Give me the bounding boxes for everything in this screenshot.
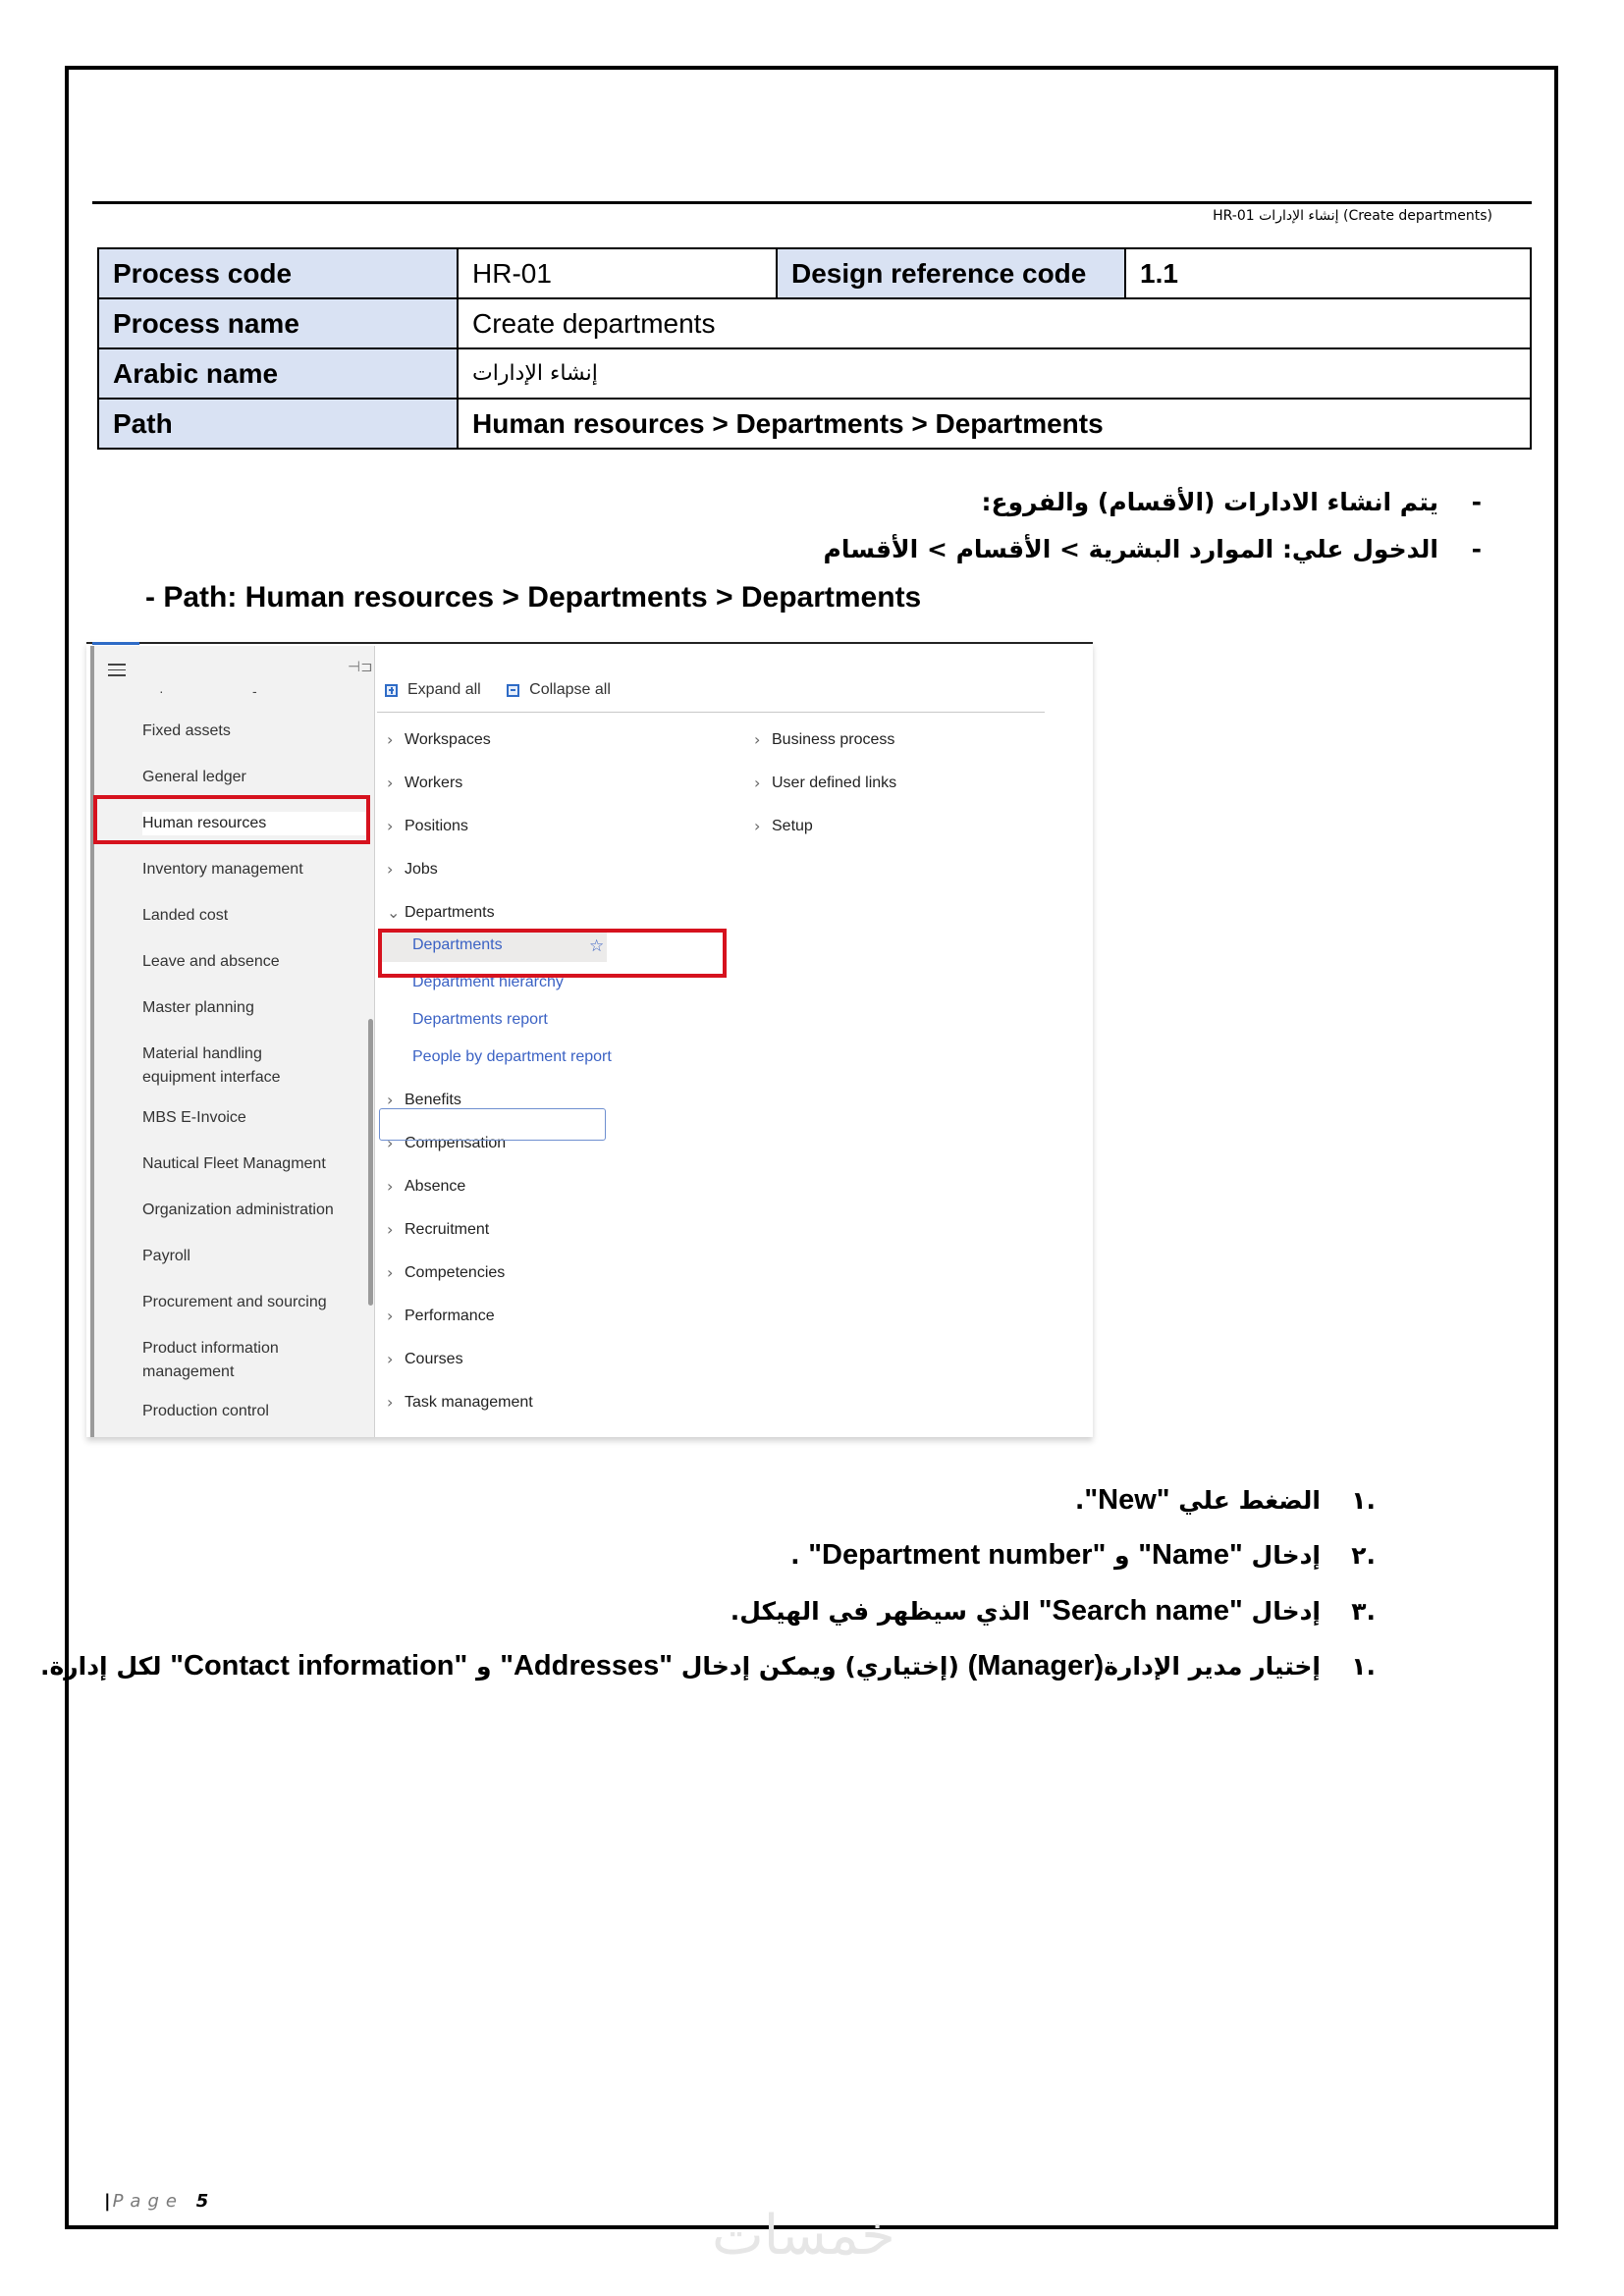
sidebar-item-material-handling[interactable]: Material handling equipment interface — [142, 1045, 281, 1086]
table-row — [98, 248, 1531, 298]
step-text: إدخال — [1242, 1597, 1321, 1626]
nav-courses[interactable] — [387, 1350, 463, 1368]
chevron-right-icon: › — [387, 1091, 394, 1109]
table-row — [98, 348, 1531, 399]
page-label: Page — [112, 2191, 184, 2212]
nav-setup[interactable] — [754, 817, 813, 835]
bullet-text: الدخول علي: الموارد البشرية > الأقسام > الأقسام — [823, 535, 1438, 563]
nav-label: Performance — [405, 1307, 495, 1324]
watermark: خمسات — [712, 2204, 895, 2268]
page-footer: |Page 5 — [104, 2191, 209, 2212]
nav-business-process[interactable] — [754, 730, 894, 749]
step-term: "Search name" — [1038, 1595, 1243, 1627]
focus-outline — [379, 1108, 606, 1141]
chevron-right-icon: › — [387, 860, 394, 879]
nav-user-defined-links[interactable] — [754, 774, 896, 792]
sidebar-item-payroll[interactable]: Payroll — [142, 1248, 190, 1264]
chevron-right-icon: › — [387, 1177, 394, 1196]
nav-label: Jobs — [405, 860, 438, 878]
step-item — [40, 1650, 1376, 1682]
nav-label: Departments — [405, 903, 495, 921]
step-text: الضغط علي — [1169, 1486, 1321, 1515]
nav-label: Task management — [405, 1393, 533, 1411]
nav-label: Positions — [405, 817, 468, 834]
sidebar-item-master-planning[interactable]: Master planning — [142, 999, 254, 1016]
nav-competencies[interactable] — [387, 1263, 505, 1282]
nav-task-management[interactable] — [387, 1393, 533, 1412]
table-row — [98, 298, 1531, 348]
nav-label: User defined links — [772, 774, 897, 791]
bullet-dash: - — [1471, 488, 1482, 516]
step-text: . — [790, 1541, 809, 1570]
highlight-human-resources — [93, 795, 370, 844]
nav-label: Competencies — [405, 1263, 506, 1281]
app-screenshot — [86, 642, 1093, 1437]
nav-label: Workers — [405, 774, 463, 791]
chevron-right-icon: › — [387, 730, 394, 749]
chevron-right-icon: › — [387, 1134, 394, 1152]
step-term: "Addresses" — [500, 1650, 674, 1682]
accent-bar — [92, 642, 139, 645]
running-header: HR-01 إنشاء الإدارات (Create departments) — [1213, 208, 1492, 224]
collapse-all-label: Collapse all — [529, 681, 611, 698]
hamburger-menu-icon[interactable] — [108, 664, 126, 680]
sidebar-item-leave-and-absence[interactable]: Leave and absence — [142, 953, 280, 970]
sidebar-item-general-ledger[interactable]: General ledger — [142, 769, 246, 785]
nav-absence[interactable] — [387, 1177, 465, 1196]
sidebar-item-landed-cost[interactable]: Landed cost — [142, 907, 229, 924]
chevron-right-icon: › — [754, 730, 761, 749]
chevron-right-icon: › — [387, 1350, 394, 1368]
process-code-value: HR-01 — [458, 248, 777, 298]
toolbar-divider — [377, 712, 1045, 713]
step-number: .١ — [1351, 1486, 1376, 1515]
link-departments[interactable]: Departments — [412, 936, 503, 953]
chevron-right-icon: › — [387, 1393, 394, 1412]
chevron-down-icon: ⌄ — [387, 903, 401, 922]
process-info-table — [97, 247, 1532, 450]
table-row — [98, 399, 1531, 449]
module-menu-panel — [375, 646, 1093, 1437]
sidebar-item-organization-administration[interactable]: Organization administration — [142, 1201, 334, 1218]
step-text: (إختياري) ويمكن إدخال — [673, 1652, 968, 1681]
sidebar-item-nautical-fleet[interactable]: Nautical Fleet Managment — [142, 1155, 326, 1172]
step-number: .٢ — [1351, 1541, 1376, 1570]
chevron-right-icon: › — [387, 1307, 394, 1325]
nav-positions[interactable] — [387, 817, 468, 835]
bullet-item — [982, 488, 1482, 516]
nav-label: Courses — [405, 1350, 463, 1367]
sidebar-item-production-control[interactable]: Production control — [142, 1403, 269, 1419]
collapse-icon — [507, 684, 519, 697]
step-text: . — [1074, 1486, 1085, 1515]
process-name-label: Process name — [98, 298, 458, 348]
design-ref-label: Design reference code — [777, 248, 1125, 298]
nav-workers[interactable] — [387, 774, 462, 792]
process-name-value: Create departments — [458, 298, 1531, 348]
favorite-star-icon[interactable]: ☆ — [589, 936, 605, 955]
expand-icon — [385, 684, 398, 697]
highlight-departments-link — [378, 929, 727, 978]
step-item — [790, 1539, 1376, 1572]
path-value: Human resources > Departments > Departments — [458, 399, 1531, 449]
nav-label: Recruitment — [405, 1220, 490, 1238]
nav-label: Compensation — [405, 1134, 507, 1151]
sidebar-item-mbs-e-invoice[interactable]: MBS E-Invoice — [142, 1109, 246, 1126]
expand-all-label: Expand all — [407, 681, 481, 698]
step-term: "Name" — [1138, 1539, 1243, 1571]
chevron-right-icon: › — [387, 1263, 394, 1282]
toolbar — [385, 681, 632, 702]
nav-label: Setup — [772, 817, 813, 834]
step-text: لكل إدارة. — [40, 1652, 171, 1681]
nav-recruitment[interactable] — [387, 1220, 489, 1239]
chevron-right-icon: › — [387, 817, 394, 835]
design-ref-value: 1.1 — [1125, 248, 1531, 298]
step-term: "New" — [1084, 1484, 1170, 1516]
process-code-label: Process code — [98, 248, 458, 298]
module-sidebar — [90, 646, 375, 1437]
path-label: Path — [98, 399, 458, 449]
step-text: إختيار مدير الإدارة — [1104, 1652, 1321, 1681]
path-line: - Path: Human resources > Departments > Departments — [145, 581, 922, 614]
nav-label: Absence — [405, 1177, 466, 1195]
link-department-hierarchy[interactable]: Department hierarchy — [412, 974, 564, 990]
step-number: .١ — [1351, 1652, 1376, 1681]
chevron-right-icon: › — [754, 774, 761, 792]
step-text: و — [467, 1652, 501, 1681]
pin-icon[interactable]: ⊣⊐ — [348, 659, 373, 675]
nav-departments-group[interactable] — [387, 903, 495, 922]
sidebar-item-procurement[interactable]: Procurement and sourcing — [142, 1294, 327, 1310]
link-people-by-department-report[interactable]: People by department report — [412, 1048, 612, 1065]
bullet-item — [824, 535, 1482, 563]
bullet-dash: - — [1471, 535, 1482, 563]
chevron-right-icon: › — [754, 817, 761, 835]
expand-all-button[interactable] — [385, 681, 481, 699]
step-text: و — [1106, 1541, 1139, 1570]
step-text: الذي سيظهر في الهيكل. — [730, 1597, 1039, 1626]
nav-benefits[interactable] — [387, 1091, 461, 1109]
sidebar-item-inventory-management[interactable]: Inventory management — [142, 861, 303, 878]
chevron-right-icon: › — [387, 774, 394, 792]
step-item — [1075, 1484, 1376, 1517]
collapse-all-button[interactable] — [507, 681, 611, 699]
step-term: "Contact information" — [170, 1650, 468, 1682]
nav-label: Benefits — [405, 1091, 461, 1108]
step-item — [731, 1595, 1376, 1628]
nav-workspaces[interactable] — [387, 730, 491, 749]
nav-jobs[interactable] — [387, 860, 438, 879]
step-text: إدخال — [1242, 1541, 1321, 1570]
sidebar-item-fixed-assets[interactable]: Fixed assets — [142, 722, 231, 739]
step-number: .٣ — [1351, 1597, 1376, 1626]
nav-label: Business process — [772, 730, 895, 748]
sidebar-item-human-resources[interactable]: Human resources — [142, 812, 368, 835]
sidebar-item-product-information[interactable]: Product information management — [142, 1340, 279, 1380]
page-number: 5 — [195, 2191, 209, 2212]
sidebar-scrollbar[interactable] — [368, 1019, 373, 1306]
chevron-right-icon: › — [387, 1220, 394, 1239]
nav-label: Workspaces — [405, 730, 491, 748]
link-departments-report[interactable]: Departments report — [412, 1011, 548, 1028]
step-term: (Manager) — [967, 1650, 1105, 1682]
arabic-name-value: إنشاء الإدارات — [458, 348, 1531, 399]
header-rule — [92, 201, 1532, 204]
arabic-name-label: Arabic name — [98, 348, 458, 399]
step-term: "Department number" — [808, 1539, 1107, 1571]
truncated-text: · - — [159, 683, 259, 699]
bullet-text: يتم انشاء الادارات (الأقسام) والفروع: — [981, 488, 1438, 516]
nav-performance[interactable] — [387, 1307, 495, 1325]
